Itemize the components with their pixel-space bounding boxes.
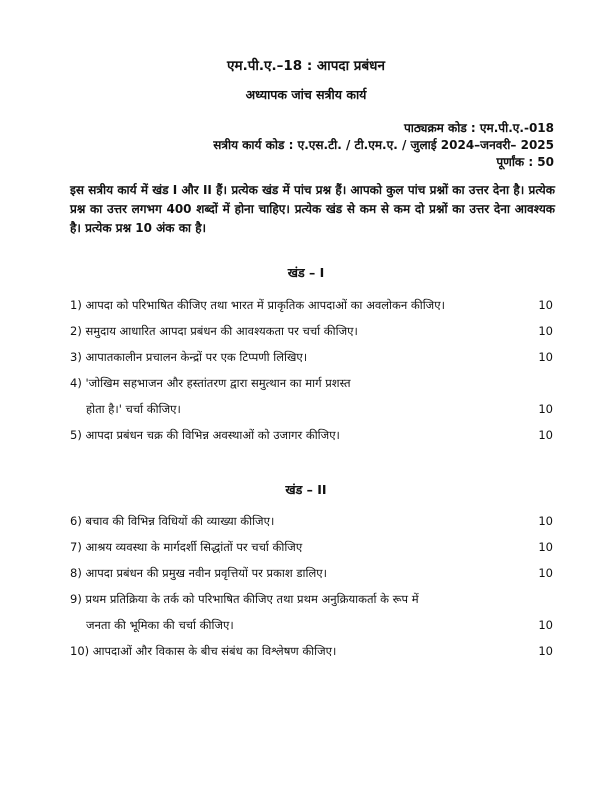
- question-10-marks: 10: [538, 644, 553, 658]
- question-3-marks: 10: [538, 350, 553, 364]
- page-title: एम.पी.ए.–18 : आपदा प्रबंधन: [227, 58, 385, 74]
- question-9-marks: 10: [538, 618, 553, 632]
- question-1-marks: 10: [538, 298, 553, 312]
- question-7-marks: 10: [538, 540, 553, 554]
- section-heading-2: खंड – II: [285, 482, 327, 497]
- question-2-marks: 10: [538, 324, 553, 338]
- question-4-line-1: 4) 'जोखिम सहभाजन और हस्तांतरण द्वारा समुत्थान का मार्ग प्रशस्त: [70, 376, 351, 390]
- question-7: 7) आश्रय व्यवस्था के मार्गदर्शी सिद्धांतों पर चर्चा कीजिए: [70, 540, 303, 554]
- question-9-line-2: जनता की भूमिका की चर्चा कीजिए।: [86, 618, 234, 632]
- course-code: पाठ्यक्रम कोड : एम.पी.ए.-018: [403, 121, 554, 135]
- question-8-marks: 10: [538, 566, 553, 580]
- question-2: 2) समुदाय आधारित आपदा प्रबंधन की आवश्यकता पर चर्चा कीजिए।: [70, 324, 358, 338]
- instructions-paragraph: इस सत्रीय कार्य में खंड I और II हैं। प्रत्येक खंड में पांच प्रश्न हैं। आपको कुल पांच प्रश्नों का उत्तर देना है। प्रत्येक प्रश्न का उत्तर लगभग 400 शब्दों में होना चाहिए। प्रत्येक खंड से कम से कम दो प्रश्नों का उत्तर देना आवश्यक है। प्रत्येक प्रश्न 10 अंक का है।: [70, 183, 555, 235]
- question-5: 5) आपदा प्रबंधन चक्र की विभिन्न अवस्थाओं को उजागर कीजिए।: [70, 428, 340, 442]
- max-marks: पूर्णांक : 50: [496, 155, 554, 169]
- question-4-marks: 10: [538, 402, 553, 416]
- question-8: 8) आपदा प्रबंधन की प्रमुख नवीन प्रवृत्तियों पर प्रकाश डालिए।: [70, 566, 327, 580]
- question-9-line-1: 9) प्रथम प्रतिक्रिया के तर्क को परिभाषित कीजिए तथा प्रथम अनुक्रियाकर्ता के रूप में: [70, 592, 419, 606]
- question-1: 1) आपदा को परिभाषित कीजिए तथा भारत में प्राकृतिक आपदाओं का अवलोकन कीजिए।: [70, 298, 445, 312]
- page-subtitle: अध्यापक जांच सत्रीय कार्य: [245, 87, 367, 102]
- question-3: 3) आपातकालीन प्रचालन केन्द्रों पर एक टिप्पणी लिखिए।: [70, 350, 308, 364]
- question-4-line-2: होता है।' चर्चा कीजिए।: [86, 402, 181, 416]
- question-6-marks: 10: [538, 514, 553, 528]
- section-heading-1: खंड – I: [287, 265, 325, 280]
- question-10: 10) आपदाओं और विकास के बीच संबंध का विश्लेषण कीजिए।: [70, 644, 337, 658]
- question-6: 6) बचाव की विभिन्न विधियों की व्याख्या कीजिए।: [70, 514, 275, 528]
- question-5-marks: 10: [538, 428, 553, 442]
- assignment-code: सत्रीय कार्य कोड : ए.एस.टी. / टी.एम.ए. / जुलाई 2024–जनवरी– 2025: [213, 138, 554, 152]
